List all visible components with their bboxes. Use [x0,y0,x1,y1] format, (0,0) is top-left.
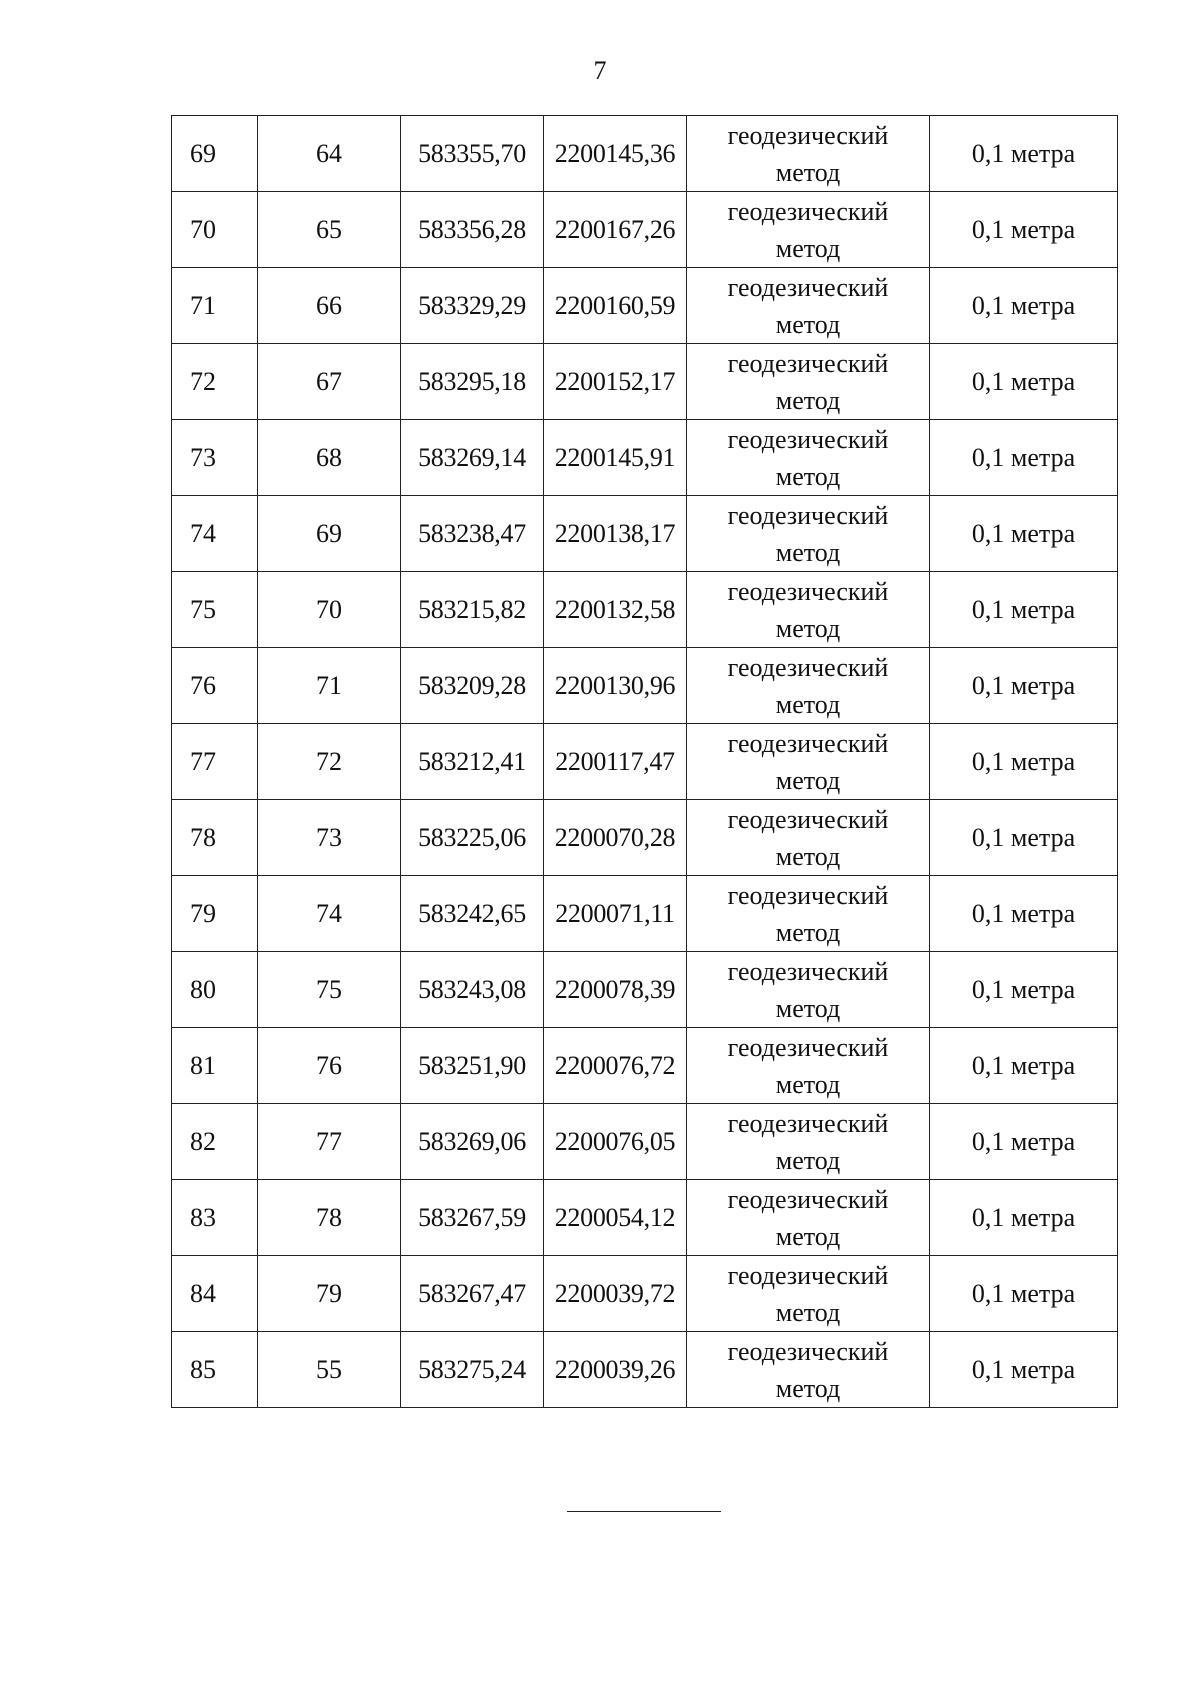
method-text-line: метод [775,689,841,719]
method-text-line: геодезический [727,1336,889,1366]
point-number-cell: 66 [258,268,401,344]
row-number-cell: 69 [172,116,258,192]
coordinate-x-cell: 583267,47 [401,1256,544,1332]
method-text-line: геодезический [727,956,889,986]
accuracy-cell: 0,1 метра [930,724,1118,800]
coordinate-x-cell: 583295,18 [401,344,544,420]
table-row [172,496,1118,572]
coordinate-x-cell: 583329,29 [401,268,544,344]
point-number-cell: 78 [258,1180,401,1256]
method-cell [687,116,930,192]
point-number-cell: 65 [258,192,401,268]
coordinate-x-cell: 583269,14 [401,420,544,496]
accuracy-cell: 0,1 метра [930,344,1118,420]
method-cell [687,1332,930,1408]
method-text-line: метод [775,841,841,871]
method-cell [687,876,930,952]
row-number-cell: 82 [172,1104,258,1180]
accuracy-cell: 0,1 метра [930,800,1118,876]
coordinate-x-cell: 583225,06 [401,800,544,876]
method-text-line: метод [775,1297,841,1327]
method-cell [687,952,930,1028]
coordinate-x-cell: 583275,24 [401,1332,544,1408]
table-row [172,648,1118,724]
accuracy-cell: 0,1 метра [930,496,1118,572]
coordinate-y-cell: 2200076,72 [544,1028,687,1104]
point-number-cell: 75 [258,952,401,1028]
accuracy-cell: 0,1 метра [930,952,1118,1028]
table-row [172,192,1118,268]
point-number-cell: 68 [258,420,401,496]
method-cell [687,800,930,876]
method-text-line: метод [775,537,841,567]
method-cell [687,648,930,724]
point-number-cell: 74 [258,876,401,952]
coordinate-y-cell: 2200132,58 [544,572,687,648]
coordinate-x-cell: 583238,47 [401,496,544,572]
row-number-cell: 81 [172,1028,258,1104]
point-number-cell: 79 [258,1256,401,1332]
method-cell [687,1028,930,1104]
coordinate-x-cell: 583267,59 [401,1180,544,1256]
method-cell [687,496,930,572]
coordinate-y-cell: 2200145,91 [544,420,687,496]
table-row [172,876,1118,952]
method-cell [687,724,930,800]
table-row [172,1104,1118,1180]
coordinate-y-cell: 2200160,59 [544,268,687,344]
coordinate-x-cell: 583356,28 [401,192,544,268]
accuracy-cell: 0,1 метра [930,268,1118,344]
row-number-cell: 83 [172,1180,258,1256]
coordinate-x-cell: 583355,70 [401,116,544,192]
method-text-line: метод [775,233,841,263]
method-text-line: геодезический [727,880,889,910]
coordinate-x-cell: 583251,90 [401,1028,544,1104]
accuracy-cell: 0,1 метра [930,1256,1118,1332]
point-number-cell: 67 [258,344,401,420]
row-number-cell: 71 [172,268,258,344]
method-text-line: геодезический [727,272,889,302]
coordinate-y-cell: 2200145,36 [544,116,687,192]
accuracy-cell: 0,1 метра [930,876,1118,952]
method-text-line: геодезический [727,1184,889,1214]
accuracy-cell: 0,1 метра [930,648,1118,724]
method-text-line: геодезический [727,576,889,606]
table-row [172,800,1118,876]
method-cell [687,1104,930,1180]
point-number-cell: 69 [258,496,401,572]
coordinate-y-cell: 2200167,26 [544,192,687,268]
method-cell [687,1256,930,1332]
method-text-line: геодезический [727,1032,889,1062]
method-text-line: метод [775,613,841,643]
coordinate-y-cell: 2200076,05 [544,1104,687,1180]
row-number-cell: 70 [172,192,258,268]
table-row [172,1028,1118,1104]
row-number-cell: 75 [172,572,258,648]
page-number: 7 [593,56,607,85]
coordinate-y-cell: 2200071,11 [544,876,687,952]
method-text-line: метод [775,993,841,1023]
coordinate-x-cell: 583215,82 [401,572,544,648]
point-number-cell: 73 [258,800,401,876]
method-text-line: метод [775,765,841,795]
row-number-cell: 73 [172,420,258,496]
method-text-line: геодезический [727,196,889,226]
method-text-line: метод [775,309,841,339]
method-text-line: метод [775,385,841,415]
row-number-cell: 84 [172,1256,258,1332]
method-text-line: геодезический [727,1108,889,1138]
coordinate-x-cell: 583243,08 [401,952,544,1028]
row-number-cell: 76 [172,648,258,724]
coordinate-y-cell: 2200152,17 [544,344,687,420]
row-number-cell: 77 [172,724,258,800]
coordinate-x-cell: 583209,28 [401,648,544,724]
method-text-line: геодезический [727,1260,889,1290]
method-text-line: геодезический [727,348,889,378]
table-row [172,572,1118,648]
point-number-cell: 64 [258,116,401,192]
coordinates-table [171,115,1118,1408]
row-number-cell: 72 [172,344,258,420]
table-row [172,1180,1118,1256]
method-text-line: метод [775,1145,841,1175]
method-cell [687,572,930,648]
coordinate-y-cell: 2200138,17 [544,496,687,572]
method-text-line: геодезический [727,500,889,530]
point-number-cell: 72 [258,724,401,800]
table-row [172,420,1118,496]
accuracy-cell: 0,1 метра [930,1332,1118,1408]
point-number-cell: 70 [258,572,401,648]
method-text-line: геодезический [727,120,889,150]
method-text-line: метод [775,1221,841,1251]
coordinate-y-cell: 2200078,39 [544,952,687,1028]
coordinate-x-cell: 583212,41 [401,724,544,800]
method-text-line: геодезический [727,804,889,834]
method-cell [687,1180,930,1256]
method-text-line: метод [775,461,841,491]
accuracy-cell: 0,1 метра [930,420,1118,496]
accuracy-cell: 0,1 метра [930,1028,1118,1104]
table-row [172,952,1118,1028]
accuracy-cell: 0,1 метра [930,1104,1118,1180]
row-number-cell: 79 [172,876,258,952]
table-row [172,724,1118,800]
coordinate-x-cell: 583242,65 [401,876,544,952]
coordinate-y-cell: 2200054,12 [544,1180,687,1256]
method-text-line: геодезический [727,728,889,758]
point-number-cell: 55 [258,1332,401,1408]
method-cell [687,420,930,496]
coordinate-y-cell: 2200070,28 [544,800,687,876]
table-row [172,344,1118,420]
method-text-line: метод [775,917,841,947]
row-number-cell: 78 [172,800,258,876]
table-row [172,1332,1118,1408]
row-number-cell: 80 [172,952,258,1028]
coordinate-x-cell: 583269,06 [401,1104,544,1180]
method-cell [687,344,930,420]
accuracy-cell: 0,1 метра [930,116,1118,192]
table-row [172,1256,1118,1332]
method-text-line: геодезический [727,652,889,682]
method-cell [687,268,930,344]
point-number-cell: 77 [258,1104,401,1180]
footer-divider [567,1511,721,1512]
coordinate-y-cell: 2200039,26 [544,1332,687,1408]
accuracy-cell: 0,1 метра [930,1180,1118,1256]
method-text-line: метод [775,1373,841,1403]
accuracy-cell: 0,1 метра [930,572,1118,648]
method-text-line: геодезический [727,424,889,454]
table-row [172,268,1118,344]
coordinate-y-cell: 2200117,47 [544,724,687,800]
coordinate-y-cell: 2200039,72 [544,1256,687,1332]
row-number-cell: 74 [172,496,258,572]
point-number-cell: 71 [258,648,401,724]
table-row [172,116,1118,192]
accuracy-cell: 0,1 метра [930,192,1118,268]
coordinates-table-body [172,116,1118,1408]
method-text-line: метод [775,157,841,187]
point-number-cell: 76 [258,1028,401,1104]
method-cell [687,192,930,268]
coordinate-y-cell: 2200130,96 [544,648,687,724]
method-text-line: метод [775,1069,841,1099]
row-number-cell: 85 [172,1332,258,1408]
